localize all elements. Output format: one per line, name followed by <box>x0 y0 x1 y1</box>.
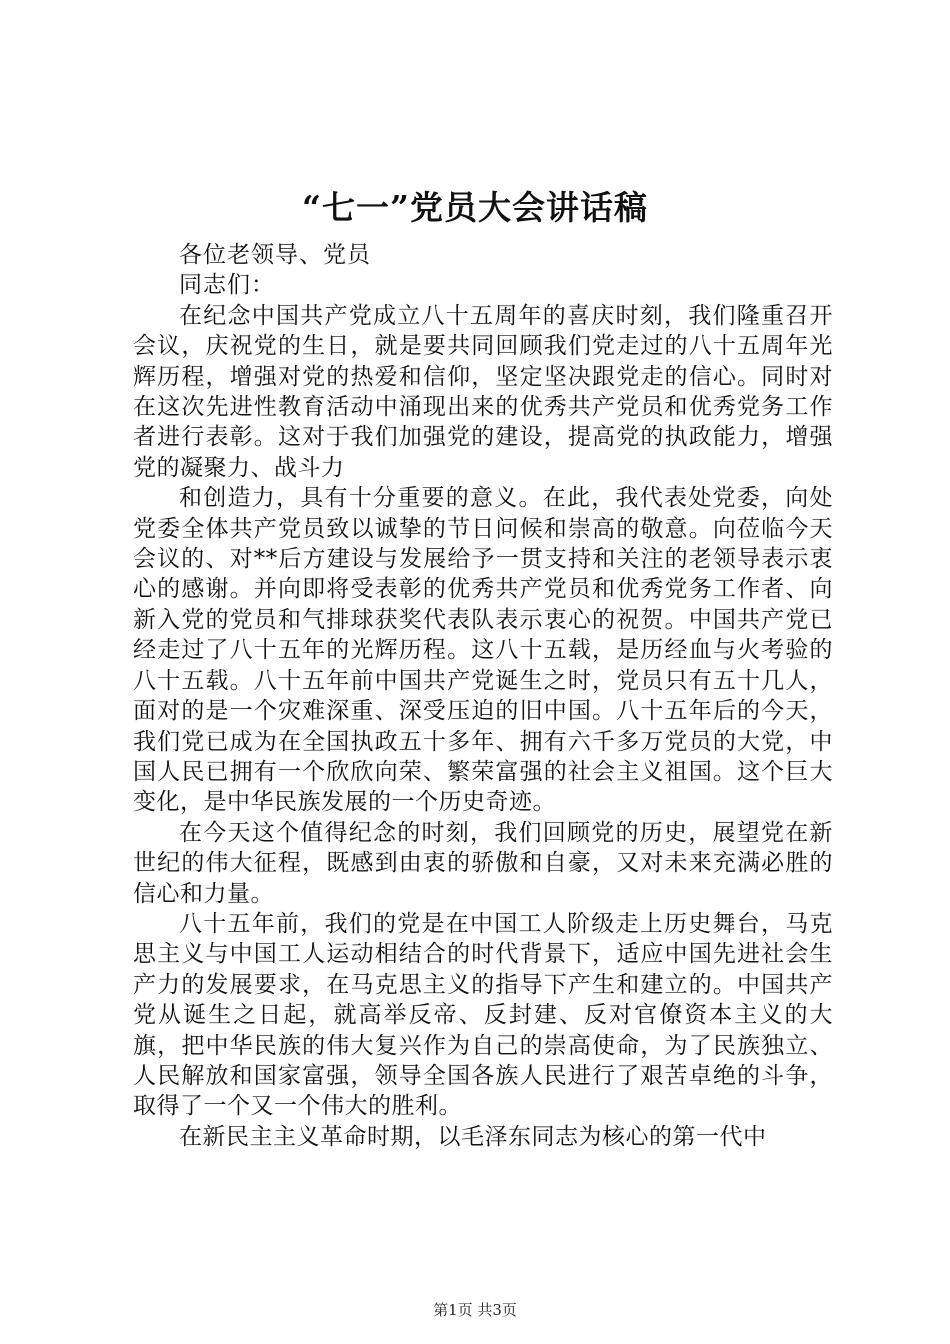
body-paragraph: 在新民主主义革命时期，以毛泽东同志为核心的第一代中 <box>179 1123 767 1150</box>
document-body <box>133 240 833 1152</box>
body-paragraph: 和创造力，具有十分重要的意义。在此，我代表处党委，向处党委全体共产党员致以诚挚的节日问候和崇高的敬意。向莅临今天会议的、对**后方建设与发展给予一贯支持和关注的老领导表示衷心的感谢。并向即将受表彰的优秀共产党员和优秀党务工作者、向新入党的党员和气排球获奖代表队表示衷心的祝贺。中国共产党已经走过了八十五年的光辉历程。这八十五载，是历经血与火考验的八十五载。八十五年前中国共产党诞生之时，党员只有五十几人，面对的是一个灾难深重、深受压迫的旧中国。八十五年后的今天，我们党已成为在全国执政五十多年、拥有六千多万党员的大党，中国人民已拥有一个欣欣向荣、繁荣富强的社会主义祖国。这个巨大变化，是中华民族发展的一个历史奇迹。 <box>133 485 833 816</box>
document-title: “七一”党员大会讲话稿 <box>302 188 648 227</box>
salutation-line-1: 各位老领导、党员 <box>179 242 371 268</box>
body-paragraph: 八十五年前，我们的党是在中国工人阶级走上历史舞台，马克思主义与中国工人运动相结合的时代背景下，适应中国先进社会生产力的发展要求，在马克思主义的指导下产生和建立的。中国共产党从诞生之日起，就高举反帝、反封建、反对官僚资本主义的大旗，把中华民族的伟大复兴作为自己的崇高使命，为了民族独立、人民解放和国家富强，领导全国各族人民进行了艰苦卓绝的斗争，取得了一个又一个伟大的胜利。 <box>133 910 833 1120</box>
salutation-line-2: 同志们： <box>179 272 275 299</box>
body-paragraph: 在今天这个值得纪念的时刻，我们回顾党的历史，展望党在新世纪的伟大征程，既感到由衷的骄傲和自豪，又对未来充满必胜的信心和力量。 <box>133 819 833 907</box>
page-number-footer: 第1页 共3页 <box>433 1301 517 1319</box>
body-paragraph: 在纪念中国共产党成立八十五周年的喜庆时刻，我们隆重召开会议，庆祝党的生日，就是要共同回顾我们党走过的八十五周年光辉历程，增强对党的热爱和信仰，坚定坚决跟党走的信心。同时对在这次先进性教育活动中涌现出来的优秀共产党员和优秀党务工作者进行表彰。这对于我们加强党的建设，提高党的执政能力，增强党的凝聚力、战斗力 <box>133 302 833 481</box>
